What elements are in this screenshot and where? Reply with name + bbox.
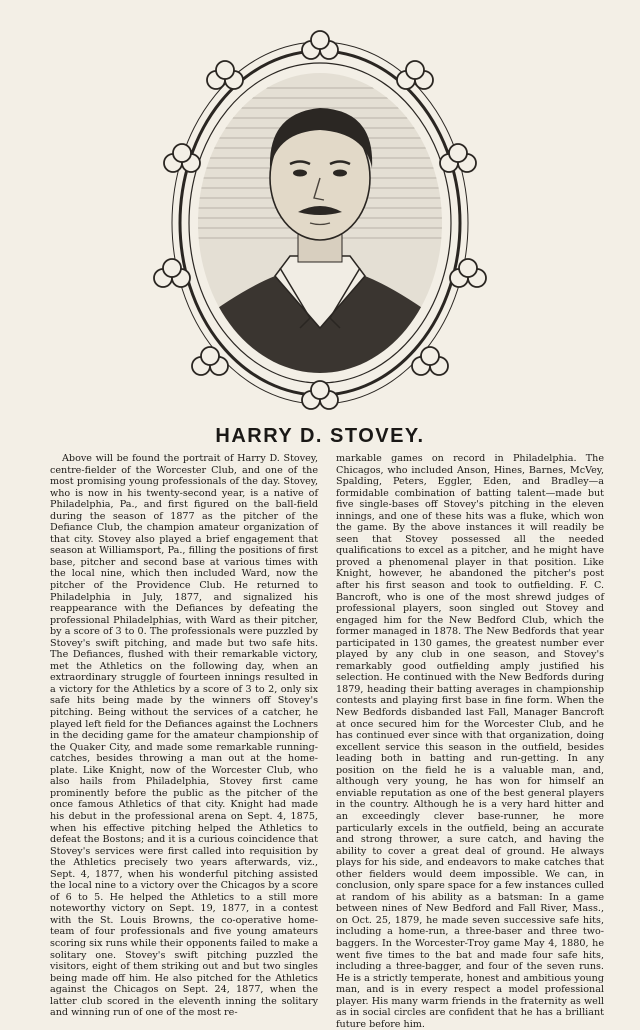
article-body [50,453,604,1030]
portrait-engraving [150,28,490,413]
left-column-text: Above will be found the portrait of Harry D. Stovey, centre-fielder of the Worcester Club, and one of the most promising young professionals of the day. Stovey, who is now in his twenty-second year, is a native of Philadelphia, Pa., and first figured on the ball-field during the season of 1877 as the pitcher of the Defiance Club, the champion amateur organization of that city. Stovey also played a brief engagement that season at Williamsport, Pa., filling the positions of first base, pitcher and second base at various times with the local nine, which then included Ward, now the pitcher of the Providence Club. He returned to Philadelphia in July, 1877, and signalized his reappearance with the Defiances by defeating the professional Philadelphias, with Ward as their pitcher, by a score of 3 to 0. The professionals were puzzled by Stovey's swift pitching, and made but two safe hits. The Defiances, flushed with their remarkable victory, met the Athletics on the following day, when an extraordinary struggle of fourteen innings resulted in a victory for the Athletics by a score of 3 to 2, only six safe hits being made by the winners off Stovey's pitching. Being without the services of a catcher, he played left field for the Defiances against the Lochners in the deciding game for the amateur championship of the Quaker City, and made some remarkable running-catches, besides throwing a man out at the home-plate. Like Knight, now of the Worcester Club, who also hails from Philadelphia, Stovey first came prominently before the public as the pitcher of the once famous Athletics of that city. Knight had made his debut in the professional arena on Sept. 4, 1875, when his effective pitching helped the Athletics to defeat the Bostons; and it is a curious coincidence that Stovey's services were first called into requisition by the Athletics precisely two years afterwards, viz., Sept. 4, 1877, when his wonderful pitching assisted the local nine to a victory over the Chicagos by a score of 6 to 5. He helped the Athletics to a still more noteworthy victory on Sept. 19, 1877, in a contest with the St. Louis Browns, the co-operative home-team of four professionals and five young amateurs scoring six runs while their opponents failed to make a solitary one. Stovey's swift pitching puzzled the visitors, eight of them striking out and but two singles being made off him. He also pitched for the Athletics against the Chicagos on Sept. 24, 1877, when the latter club scored in the eleventh inning the solitary and winning run of one of the most re- [50,453,318,1019]
left-column [50,453,318,1019]
right-column-text: markable games on record in Philadelphia. The Chicagos, who included Anson, Hines, Barnes, McVey, Spalding, Peters, Eggler, Eden, and Bradley—a formidable combination of batting talent—made but five single-bases off Stovey's pitching in the eleven innings, and one of these hits was a fluke, which won the game. By the above instances it will readily be seen that Stovey possessed all the needed qualifications to excel as a pitcher, and he might have proved a phenomenal player in that position. Like Knight, however, he abandoned the pitcher's post after his first season and took to outfielding. F. C. Bancroft, who is one of the most shrewd judges of professional players, soon singled out Stovey and engaged him for the New Bedford Club, which the former managed in 1878. The New Bedfords that year participated in 130 games, the greatest number ever played by any club in one season, and Stovey's remarkably good outfielding amply justified his selection. He continued with the New Bedfords during 1879, heading their batting averages in championship contests and playing first base in fine form. When the New Bedfords disbanded last Fall, Manager Bancroft at once secured him for the Worcester Club, and he has continued ever since with that organization, doing excellent service this season in the outfield, besides leading both in batting and run-getting. In any position on the field he is a valuable man, and, although very young, he has won for himself an enviable reputation as one of the best general players in the country. Although he is a very hard hitter and an exceedingly clever base-runner, he more particularly excels in the outfield, being an accurate and strong thrower, a sure catch, and having the ability to cover a great deal of ground. He always plays for his side, and endeavors to make catches that other fielders would deem impossible. We can, in conclusion, only spare space for a few instances culled at random of his ability as a batsman: In a game between nines of New Bedford and Fall River, Mass., on Oct. 25, 1879, he made seven successive safe hits, including a home-run, a three-baser and three two-baggers. In the Worcester-Troy game May 4, 1880, he went five times to the bat and made four safe hits, including a three-bagger, and four of the seven runs. He is a strictly temperate, honest and ambitious young man, and is in every respect a model professional player. His many warm friends in the fraternity as well as in social circles are confident that he has a brilliant future before him. [336,453,604,1030]
portrait-frame [150,28,490,413]
right-column [336,453,604,1030]
article-title: HARRY D. STOVEY. [215,425,425,447]
